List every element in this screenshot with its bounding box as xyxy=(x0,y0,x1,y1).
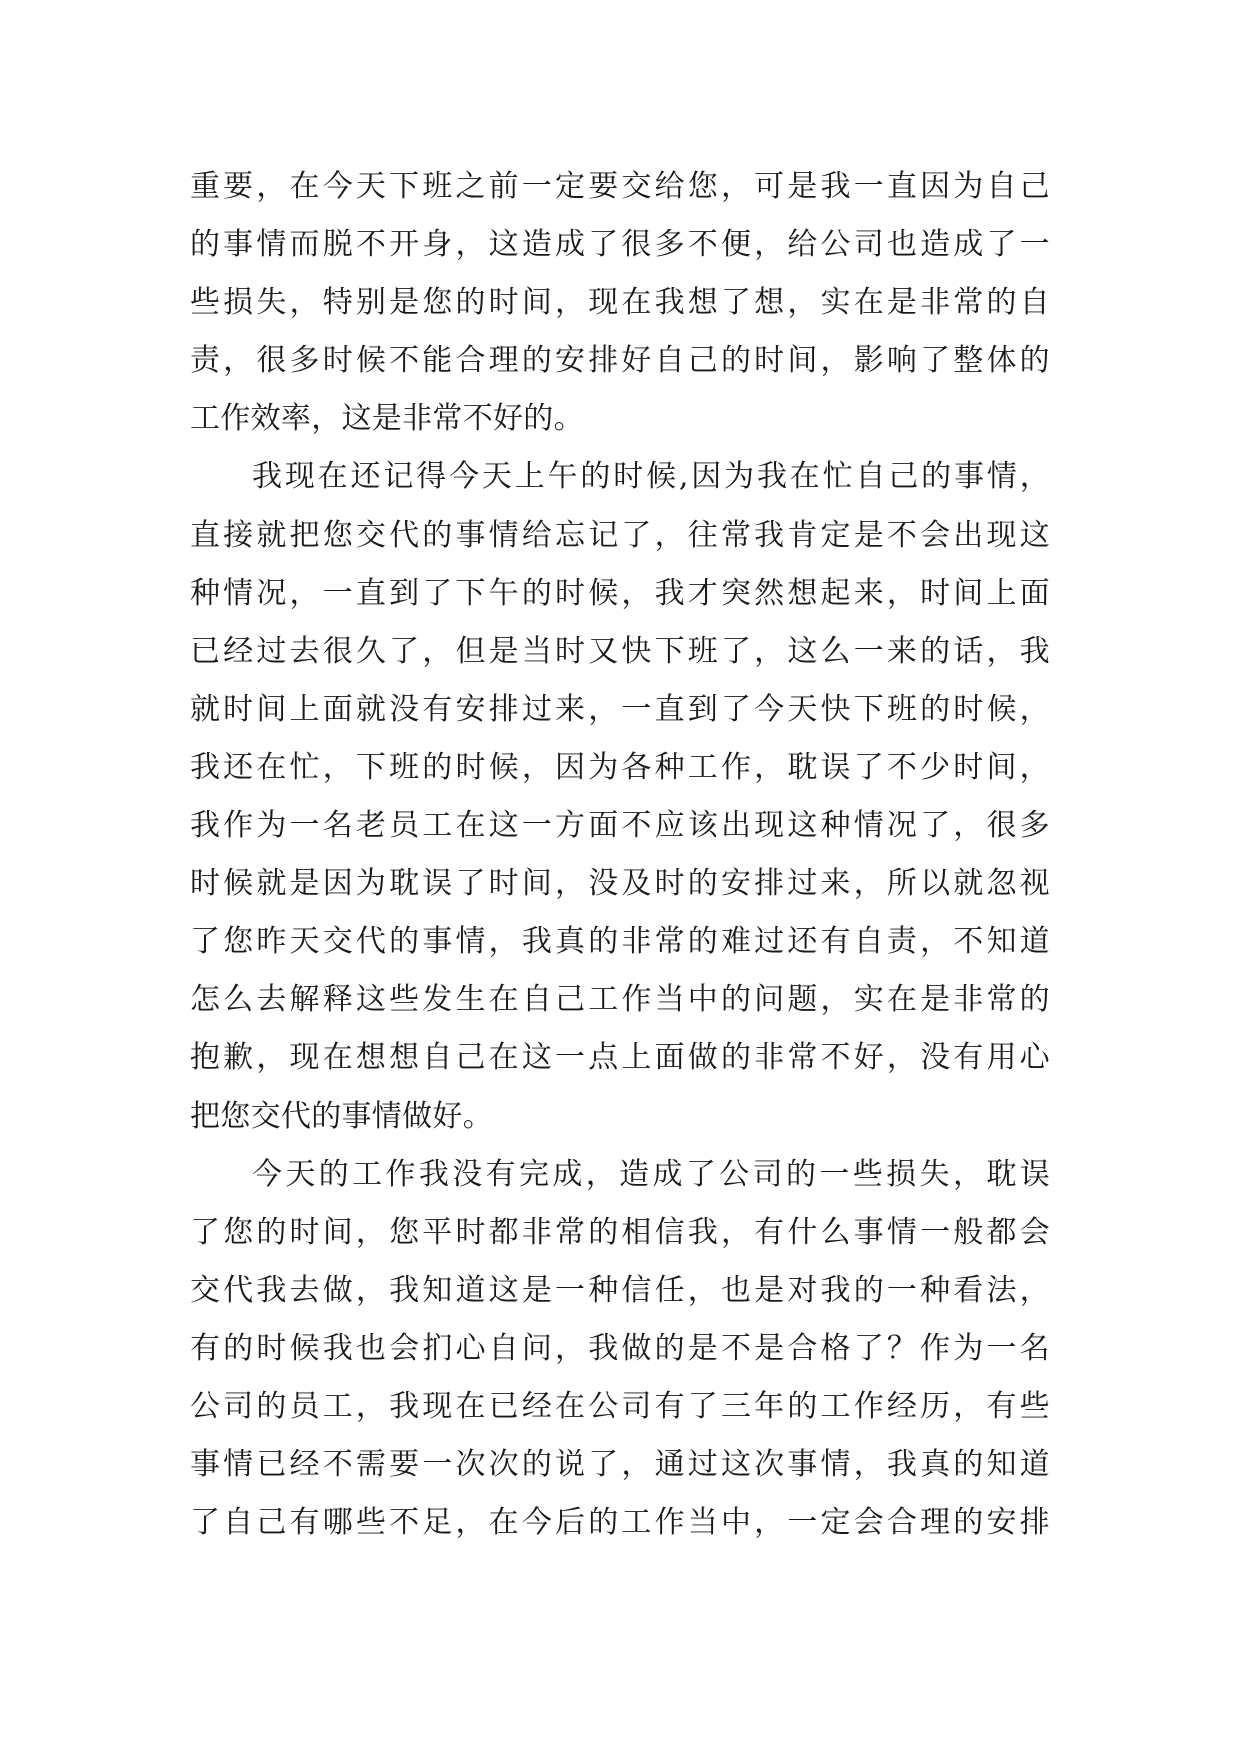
paragraph-first-line: 今天的工作我没有完成，造成了公司的一些损失，耽误 xyxy=(252,1156,1050,1192)
text-line: 事情已经不需要一次次的说了，通过这次事情，我真的知道 xyxy=(190,1447,1050,1483)
text-line: 把您交代的事情做好。 xyxy=(190,1098,493,1134)
text-line: 时候就是因为耽误了时间，没及时的安排过来，所以就忽视 xyxy=(190,866,1050,902)
text-line: 工作效率，这是非常不好的。 xyxy=(190,401,584,437)
text-line: 我作为一名老员工在这一方面不应该出现这种情况了，很多 xyxy=(190,808,1050,844)
text-line: 抱歉，现在想想自己在这一点上面做的非常不好，没有用心 xyxy=(190,1040,1050,1076)
text-line: 的事情而脱不开身，这造成了很多不便，给公司也造成了一 xyxy=(190,227,1050,263)
text-line: 就时间上面就没有安排过来，一直到了今天快下班的时候， xyxy=(190,691,1050,727)
paragraph-first-line: 我现在还记得今天上午的时候,因为我在忙自己的事情， xyxy=(252,459,1050,495)
text-line: 些损失，特别是您的时间，现在我想了想，实在是非常的自 xyxy=(190,285,1050,321)
text-line: 了您昨天交代的事情，我真的非常的难过还有自责，不知道 xyxy=(190,924,1050,960)
text-line: 怎么去解释这些发生在自己工作当中的问题，实在是非常的 xyxy=(190,982,1050,1018)
document-body xyxy=(190,158,1050,1552)
text-line: 责，很多时候不能合理的安排好自己的时间，影响了整体的 xyxy=(190,343,1050,379)
text-line: 了自己有哪些不足，在今后的工作当中，一定会合理的安排 xyxy=(190,1505,1050,1541)
text-line: 了您的时间，您平时都非常的相信我，有什么事情一般都会 xyxy=(190,1214,1050,1250)
text-line: 有的时候我也会扪心自问，我做的是不是合格了？作为一名 xyxy=(190,1330,1050,1366)
text-line: 直接就把您交代的事情给忘记了，往常我肯定是不会出现这 xyxy=(190,517,1050,553)
text-line: 我还在忙，下班的时候，因为各种工作，耽误了不少时间， xyxy=(190,749,1050,785)
text-line: 交代我去做，我知道这是一种信任，也是对我的一种看法， xyxy=(190,1272,1050,1308)
text-line: 重要，在今天下班之前一定要交给您，可是我一直因为自己 xyxy=(190,169,1050,204)
text-line: 种情况，一直到了下午的时候，我才突然想起来，时间上面 xyxy=(190,575,1050,611)
text-line: 公司的员工，我现在已经在公司有了三年的工作经历，有些 xyxy=(190,1388,1050,1424)
text-line: 已经过去很久了，但是当时又快下班了，这么一来的话，我 xyxy=(190,633,1050,669)
